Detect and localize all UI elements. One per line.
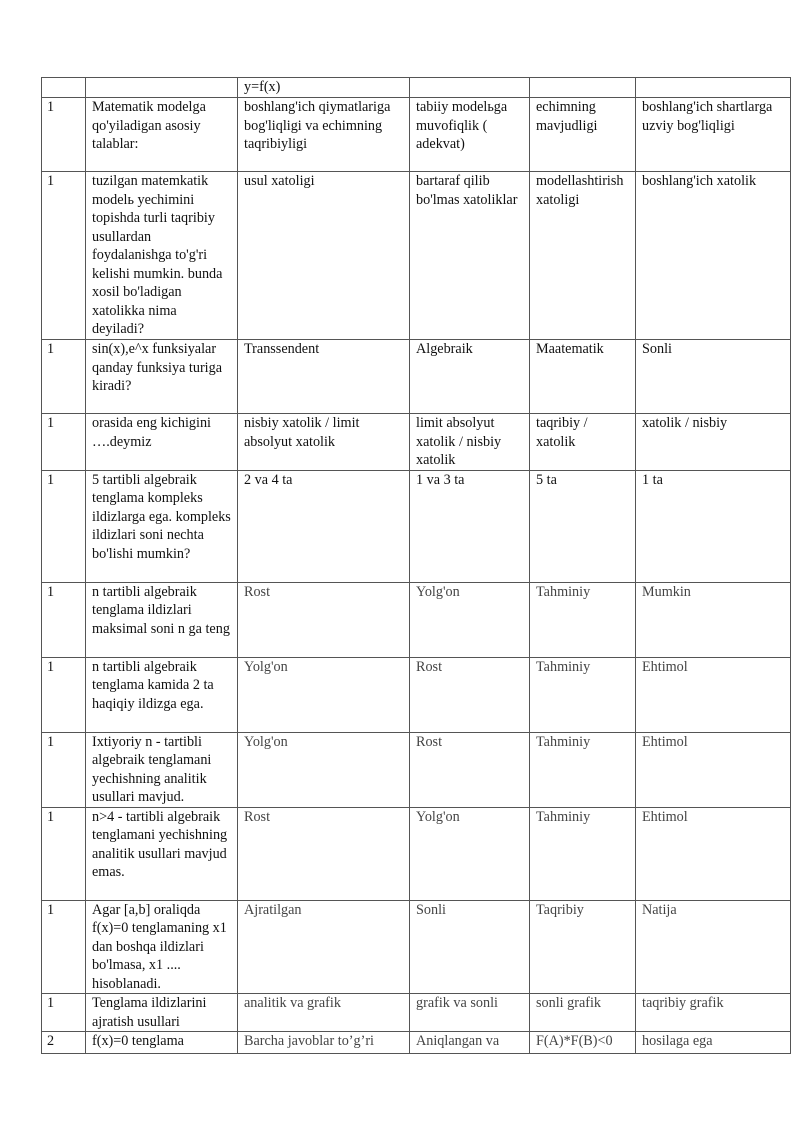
row-number: 1 bbox=[42, 900, 86, 994]
answer-b-cell: limit absolyut xatolik / nisbiy xatolik bbox=[410, 414, 530, 471]
answer-b-cell: Yolg'on bbox=[410, 582, 530, 657]
answer-d-cell: boshlang'ich xatolik bbox=[636, 172, 791, 340]
answer-a-cell: Rost bbox=[238, 582, 410, 657]
answer-c-cell: modellashtirish xatoligi bbox=[530, 172, 636, 340]
question-cell: tuzilgan matemkatik modelь yechimini topishda turli taqribiy usullardan foydalanishga to'g'ri kelishi mumkin. bunda xosil bo'ladigan xatolikka nima deyiladi? bbox=[86, 172, 238, 340]
row-number: 1 bbox=[42, 657, 86, 732]
row-number: 1 bbox=[42, 582, 86, 657]
question-cell: Agar [a,b] oraliqda f(x)=0 tenglamaning x1 dan boshqa ildizlari bo'lmasa, x1 .... hisoblanadi. bbox=[86, 900, 238, 994]
answer-d-cell: Ehtimol bbox=[636, 732, 791, 807]
answer-b-cell: bartaraf qilib bo'lmas xatoliklar bbox=[410, 172, 530, 340]
row-number: 2 bbox=[42, 1032, 86, 1054]
answer-b-cell: Algebraik bbox=[410, 340, 530, 414]
answer-a-cell: Yolg'on bbox=[238, 732, 410, 807]
answer-a-cell: Barcha javoblar to’g’ri bbox=[238, 1032, 410, 1054]
header-cell bbox=[410, 78, 530, 98]
answer-c-cell: Maatematik bbox=[530, 340, 636, 414]
row-number: 1 bbox=[42, 172, 86, 340]
answer-c-cell: Taqribiy bbox=[530, 900, 636, 994]
answer-a-cell: Transsendent bbox=[238, 340, 410, 414]
answer-d-cell: hosilaga ega bbox=[636, 1032, 791, 1054]
answer-c-cell: Tahminiy bbox=[530, 732, 636, 807]
answer-d-cell: boshlang'ich shartlarga uzviy bog'liqligi bbox=[636, 98, 791, 172]
row-number: 1 bbox=[42, 340, 86, 414]
answer-c-cell: Tahminiy bbox=[530, 657, 636, 732]
question-cell: f(x)=0 tenglama bbox=[86, 1032, 238, 1054]
answer-b-cell: grafik va sonli bbox=[410, 994, 530, 1032]
question-cell: n tartibli algebraik tenglama ildizlari maksimal soni n ga teng bbox=[86, 582, 238, 657]
table-row bbox=[42, 900, 791, 994]
answer-a-cell: analitik va grafik bbox=[238, 994, 410, 1032]
answer-b-cell: 1 va 3 ta bbox=[410, 470, 530, 582]
table-row bbox=[42, 732, 791, 807]
answer-a-cell: Rost bbox=[238, 807, 410, 900]
question-cell: n tartibli algebraik tenglama kamida 2 ta haqiqiy ildizga ega. bbox=[86, 657, 238, 732]
question-cell: Tenglama ildizlarini ajratish usullari bbox=[86, 994, 238, 1032]
answer-a-cell: Ajratilgan bbox=[238, 900, 410, 994]
answer-b-cell: Rost bbox=[410, 657, 530, 732]
question-cell: n>4 - tartibli algebraik tenglamani yechishning analitik usullari mavjud emas. bbox=[86, 807, 238, 900]
answer-d-cell: Mumkin bbox=[636, 582, 791, 657]
answer-a-cell: usul xatoligi bbox=[238, 172, 410, 340]
answer-a-cell: boshlang'ich qiymatlariga bog'liqligi va echimning taqribiyligi bbox=[238, 98, 410, 172]
answer-d-cell: Ehtimol bbox=[636, 807, 791, 900]
table-row bbox=[42, 98, 791, 172]
answer-d-cell: 1 ta bbox=[636, 470, 791, 582]
table-row bbox=[42, 470, 791, 582]
answer-c-cell: taqribiy / xatolik bbox=[530, 414, 636, 471]
answer-b-cell: Rost bbox=[410, 732, 530, 807]
table-row bbox=[42, 340, 791, 414]
row-number: 1 bbox=[42, 732, 86, 807]
header-cell bbox=[636, 78, 791, 98]
answer-b-cell: tabiiy modelьga muvofiqlik ( adekvat) bbox=[410, 98, 530, 172]
row-number: 1 bbox=[42, 414, 86, 471]
answer-c-cell: Tahminiy bbox=[530, 582, 636, 657]
question-cell: orasida eng kichigini ….deymiz bbox=[86, 414, 238, 471]
answer-d-cell: Natija bbox=[636, 900, 791, 994]
table-row bbox=[42, 582, 791, 657]
row-number: 1 bbox=[42, 994, 86, 1032]
answer-b-cell: Yolg'on bbox=[410, 807, 530, 900]
answer-d-cell: Sonli bbox=[636, 340, 791, 414]
table-row bbox=[42, 414, 791, 471]
header-cell bbox=[42, 78, 86, 98]
answer-a-cell: nisbiy xatolik / limit absolyut xatolik bbox=[238, 414, 410, 471]
question-cell: 5 tartibli algebraik tenglama kompleks ildizlarga ega. kompleks ildizlari soni nechta bo'lishi mumkin? bbox=[86, 470, 238, 582]
answer-c-cell: echimning mavjudligi bbox=[530, 98, 636, 172]
header-cell: y=f(x) bbox=[238, 78, 410, 98]
header-cell bbox=[530, 78, 636, 98]
row-number: 1 bbox=[42, 470, 86, 582]
answer-b-cell: Aniqlangan va bbox=[410, 1032, 530, 1054]
header-cell bbox=[86, 78, 238, 98]
answer-d-cell: xatolik / nisbiy bbox=[636, 414, 791, 471]
table-row bbox=[42, 994, 791, 1032]
answer-d-cell: taqribiy grafik bbox=[636, 994, 791, 1032]
questions-table bbox=[41, 77, 791, 1054]
answer-b-cell: Sonli bbox=[410, 900, 530, 994]
row-number: 1 bbox=[42, 98, 86, 172]
answer-c-cell: F(A)*F(B)<0 bbox=[530, 1032, 636, 1054]
question-cell: Ixtiyoriy n - tartibli algebraik tenglamani yechishning analitik usullari mavjud. bbox=[86, 732, 238, 807]
row-number: 1 bbox=[42, 807, 86, 900]
table-row bbox=[42, 1032, 791, 1054]
table-row bbox=[42, 172, 791, 340]
answer-c-cell: sonli grafik bbox=[530, 994, 636, 1032]
question-cell: sin(x),e^x funksiyalar qanday funksiya turiga kiradi? bbox=[86, 340, 238, 414]
question-cell: Matematik modelga qo'yiladigan asosiy talablar: bbox=[86, 98, 238, 172]
answer-a-cell: Yolg'on bbox=[238, 657, 410, 732]
header-row bbox=[42, 78, 791, 98]
table-row bbox=[42, 657, 791, 732]
table-row bbox=[42, 807, 791, 900]
answer-c-cell: 5 ta bbox=[530, 470, 636, 582]
answer-a-cell: 2 va 4 ta bbox=[238, 470, 410, 582]
answer-d-cell: Ehtimol bbox=[636, 657, 791, 732]
answer-c-cell: Tahminiy bbox=[530, 807, 636, 900]
